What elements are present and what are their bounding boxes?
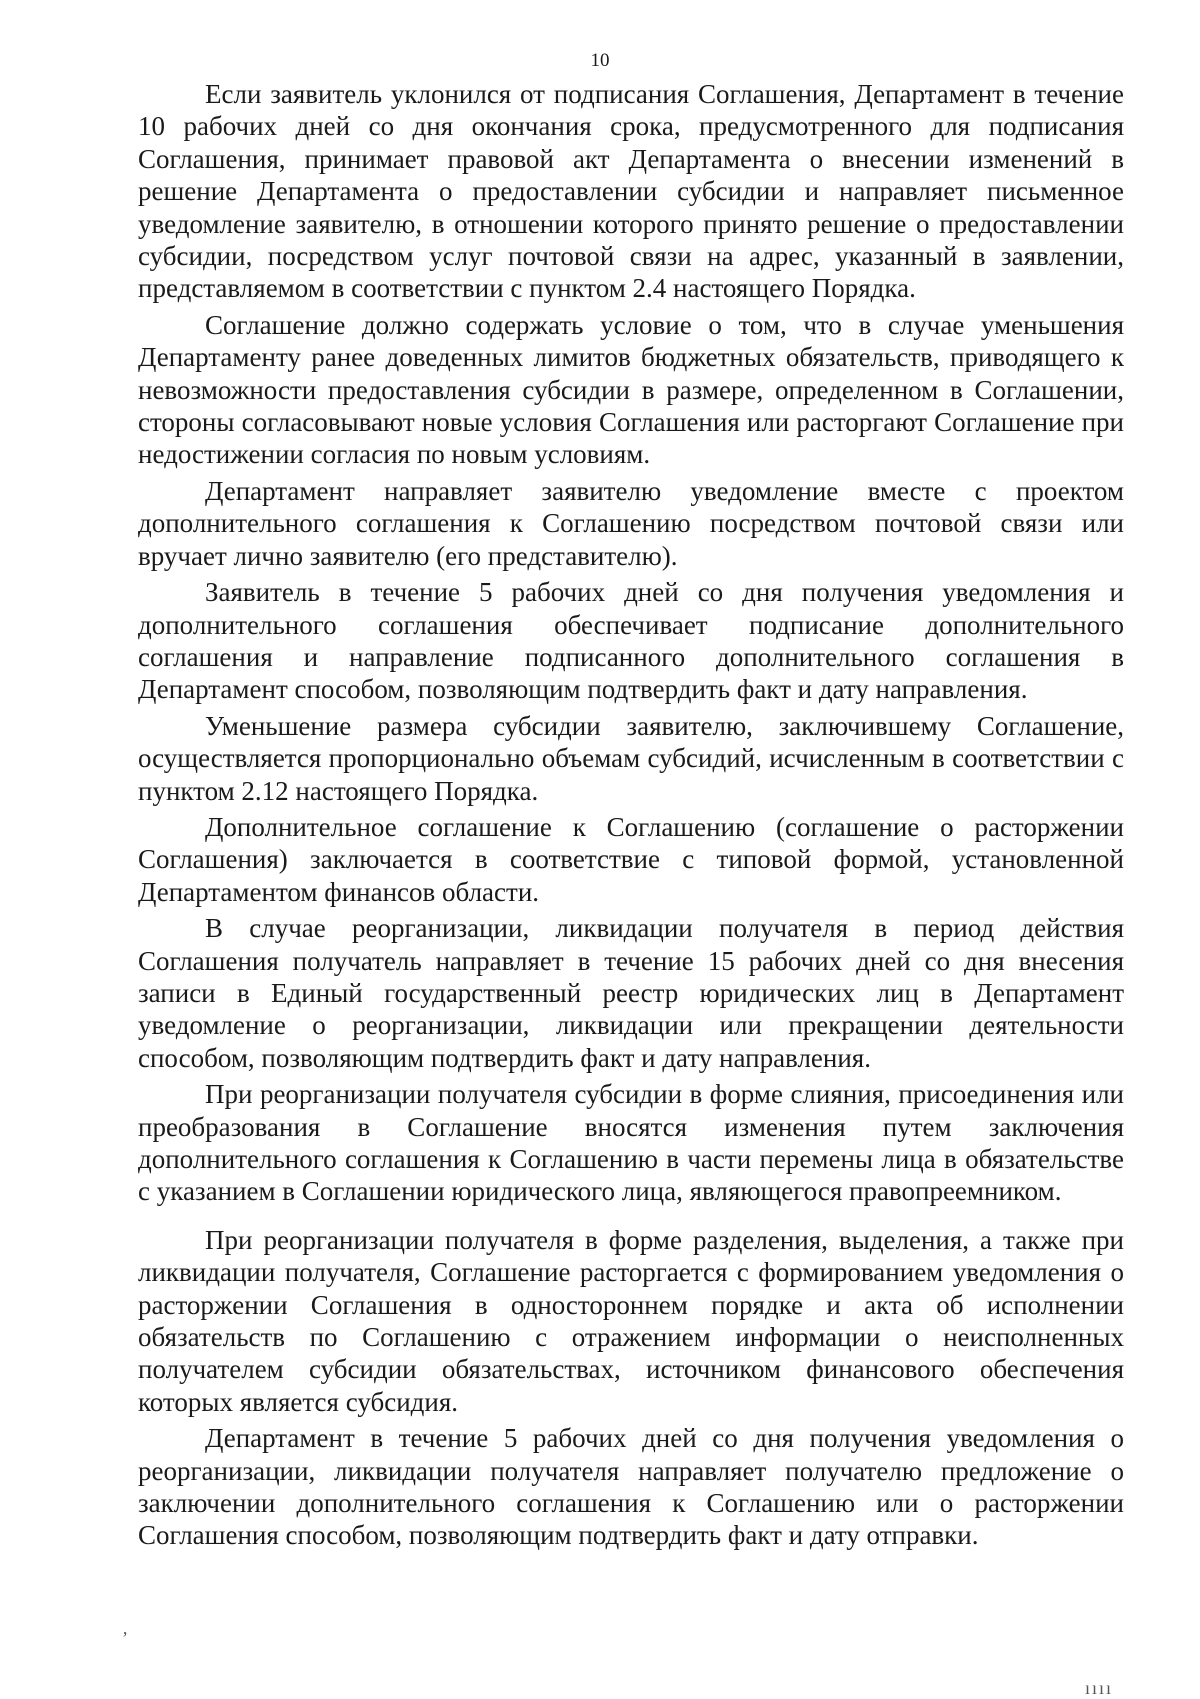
scan-mark-left: ʼ bbox=[122, 1628, 128, 1648]
paragraph-2: Соглашение должно содержать условие о том, что в случае уменьшения Департаменту ранее доведенных лимитов бюджетных обязательств, приводящего к невозможности предоставления субсидии в размере, определенном в Соглашении, стороны согласовывают новые условия Соглашения или расторгают Соглашение при недостижении согласия по новым условиям. bbox=[138, 309, 1124, 470]
page-number: 10 bbox=[590, 50, 610, 71]
paragraph-9: При реорганизации получателя в форме разделения, выделения, а также при ликвидации получателя, Соглашение расторгается с формированием уведомления о расторжении Соглашения в одностороннем порядке и акта об исполнении обязательств по Соглашению с отражением информации о неисполненных получателем субсидии обязательствах, источником финансового обеспечения которых является субсидия. bbox=[138, 1224, 1124, 1417]
paragraph-6: Дополнительное соглашение к Соглашению (соглашение о расторжении Соглашения) заключается в соответствие с типовой формой, установленной Департаментом финансов области. bbox=[138, 811, 1124, 907]
paragraph-8: При реорганизации получателя субсидии в форме слияния, присоединения или преобразования в Соглашение вносятся изменения путем заключения дополнительного соглашения к Соглашению в части перемены лица в обязательстве с указанием в Соглашении юридического лица, являющегося правопреемником. bbox=[138, 1079, 1124, 1207]
scan-mark-right: ıııı bbox=[1085, 1678, 1114, 1698]
paragraph-10: Департамент в течение 5 рабочих дней со дня получения уведомления о реорганизации, ликвидации получателя направляет получателю предложение о заключении дополнительного соглашения к Соглашению или о расторжении Соглашения способом, позволяющим подтвердить факт и дату отправки. bbox=[138, 1423, 1124, 1551]
paragraph-3: Департамент направляет заявителю уведомление вместе с проектом дополнительного соглашения к Соглашению посредством почтовой связи или вручает лично заявителю (его представителю). bbox=[138, 475, 1124, 571]
document-body bbox=[138, 78, 1124, 1556]
paragraph-4: Заявитель в течение 5 рабочих дней со дня получения уведомления и дополнительного соглашения обеспечивает подписание дополнительного соглашения и направление подписанного дополнительного соглашения в Департамент способом, позволяющим подтвердить факт и дату направления. bbox=[138, 577, 1124, 705]
paragraph-5: Уменьшение размера субсидии заявителю, заключившему Соглашение, осуществляется пропорционально объемам субсидий, исчисленным в соответствии с пунктом 2.12 настоящего Порядка. bbox=[138, 710, 1124, 806]
paragraph-7: В случае реорганизации, ликвидации получателя в период действия Соглашения получатель направляет в течение 15 рабочих дней со дня внесения записи в Единый государственный реестр юридических лиц в Департамент уведомление о реорганизации, ликвидации или прекращении деятельности способом, позволяющим подтвердить факт и дату направления. bbox=[138, 913, 1124, 1073]
paragraph-1: Если заявитель уклонился от подписания Соглашения, Департамент в течение 10 рабочих дней со дня окончания срока, предусмотренного для подписания Соглашения, принимает правовой акт Департамента о внесении изменений в решение Департамента о предоставлении субсидии и направляет письменное уведомление заявителю, в отношении которого принято решение о предоставлении субсидии, посредством услуг почтовой связи на адрес, указанный в заявлении, представляемом в соответствии с пунктом 2.4 настоящего Порядка. bbox=[138, 79, 1124, 304]
